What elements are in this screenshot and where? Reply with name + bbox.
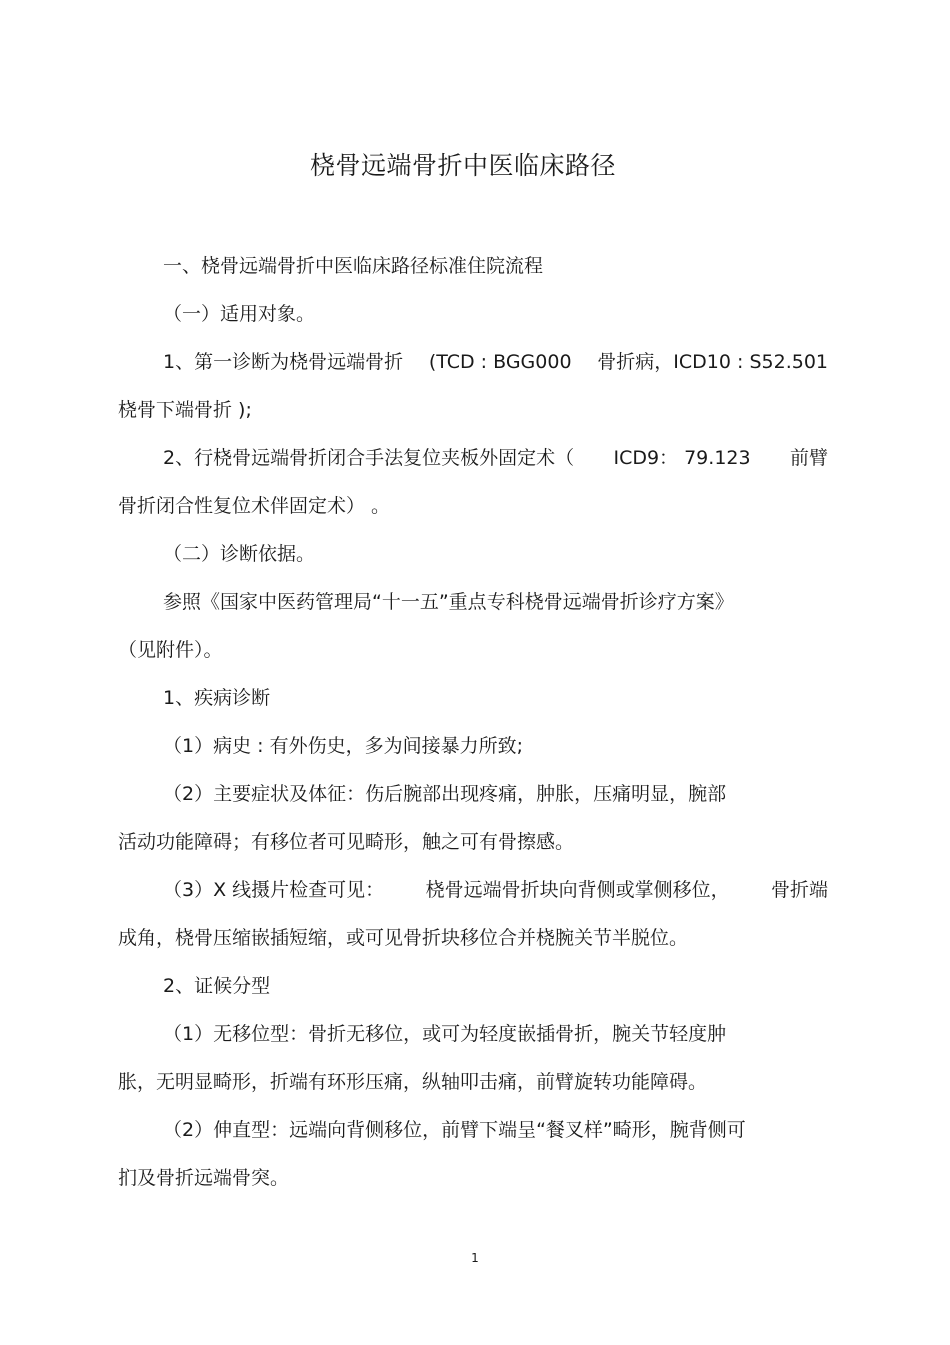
text-segment: 骨折病，ICD10 : S52.501 — [597, 351, 828, 373]
document-title: 桡骨远端骨折中医临床路径 — [309, 151, 616, 180]
paragraph-line: 骨折闭合性复位术伴固定术） 。 — [118, 495, 391, 517]
paragraph-line: （见附件）。 — [118, 639, 223, 661]
paragraph-line: 扪及骨折远端骨突。 — [118, 1167, 290, 1189]
text-segment: 1、第一诊断为桡骨远端骨折 — [163, 351, 404, 373]
paragraph-line: （2）伸直型：远端向背侧移位，前臂下端呈“餐叉样”畸形，腕背侧可 — [163, 1119, 746, 1141]
text-segment: (TCD : BGG000 — [428, 351, 572, 373]
paragraph-line — [163, 444, 828, 472]
paragraph-line: 成角，桡骨压缩嵌插短缩，或可见骨折块移位合并桡腕关节半脱位。 — [118, 927, 689, 949]
paragraph-line: 胀，无明显畸形，折端有环形压痛，纵轴叩击痛，前臂旋转功能障碍。 — [118, 1071, 708, 1093]
text-segment: 桡骨远端骨折块向背侧或掌侧移位， — [425, 879, 730, 901]
page-number: 1 — [471, 1251, 479, 1265]
paragraph-line: 桡骨下端骨折 ); — [118, 399, 252, 421]
paragraph-line: 活动功能障碍；有移位者可见畸形，触之可有骨擦感。 — [118, 831, 575, 853]
paragraph-line — [163, 348, 828, 376]
text-segment: 骨折端 — [770, 879, 828, 901]
subsection-heading: （一）适用对象。 — [163, 303, 316, 325]
paragraph-line: （1）无移位型：骨折无移位，或可为轻度嵌插骨折，腕关节轻度肿 — [163, 1023, 727, 1045]
section-heading: 一、桡骨远端骨折中医临床路径标准住院流程 — [163, 255, 544, 277]
paragraph-line: 参照《国家中医药管理局“十一五”重点专科桡骨远端骨折诊疗方案》 — [163, 591, 734, 613]
subsection-heading: 2、证候分型 — [163, 975, 271, 997]
text-segment: ICD9： 79.123 — [613, 447, 751, 469]
subsection-heading: 1、疾病诊断 — [163, 687, 271, 709]
paragraph-line — [163, 876, 828, 904]
text-segment: 前臂 — [789, 447, 828, 469]
text-segment: （3）X 线摄片检查可见： — [163, 879, 385, 901]
subsection-heading: （二）诊断依据。 — [163, 543, 316, 565]
text-segment: 2、行桡骨远端骨折闭合手法复位夹板外固定术（ — [163, 447, 575, 469]
paragraph-line: （2）主要症状及体征：伤后腕部出现疼痛，肿胀，压痛明显，腕部 — [163, 783, 727, 805]
paragraph-line: （1）病史 : 有外伤史，多为间接暴力所致; — [163, 735, 523, 757]
